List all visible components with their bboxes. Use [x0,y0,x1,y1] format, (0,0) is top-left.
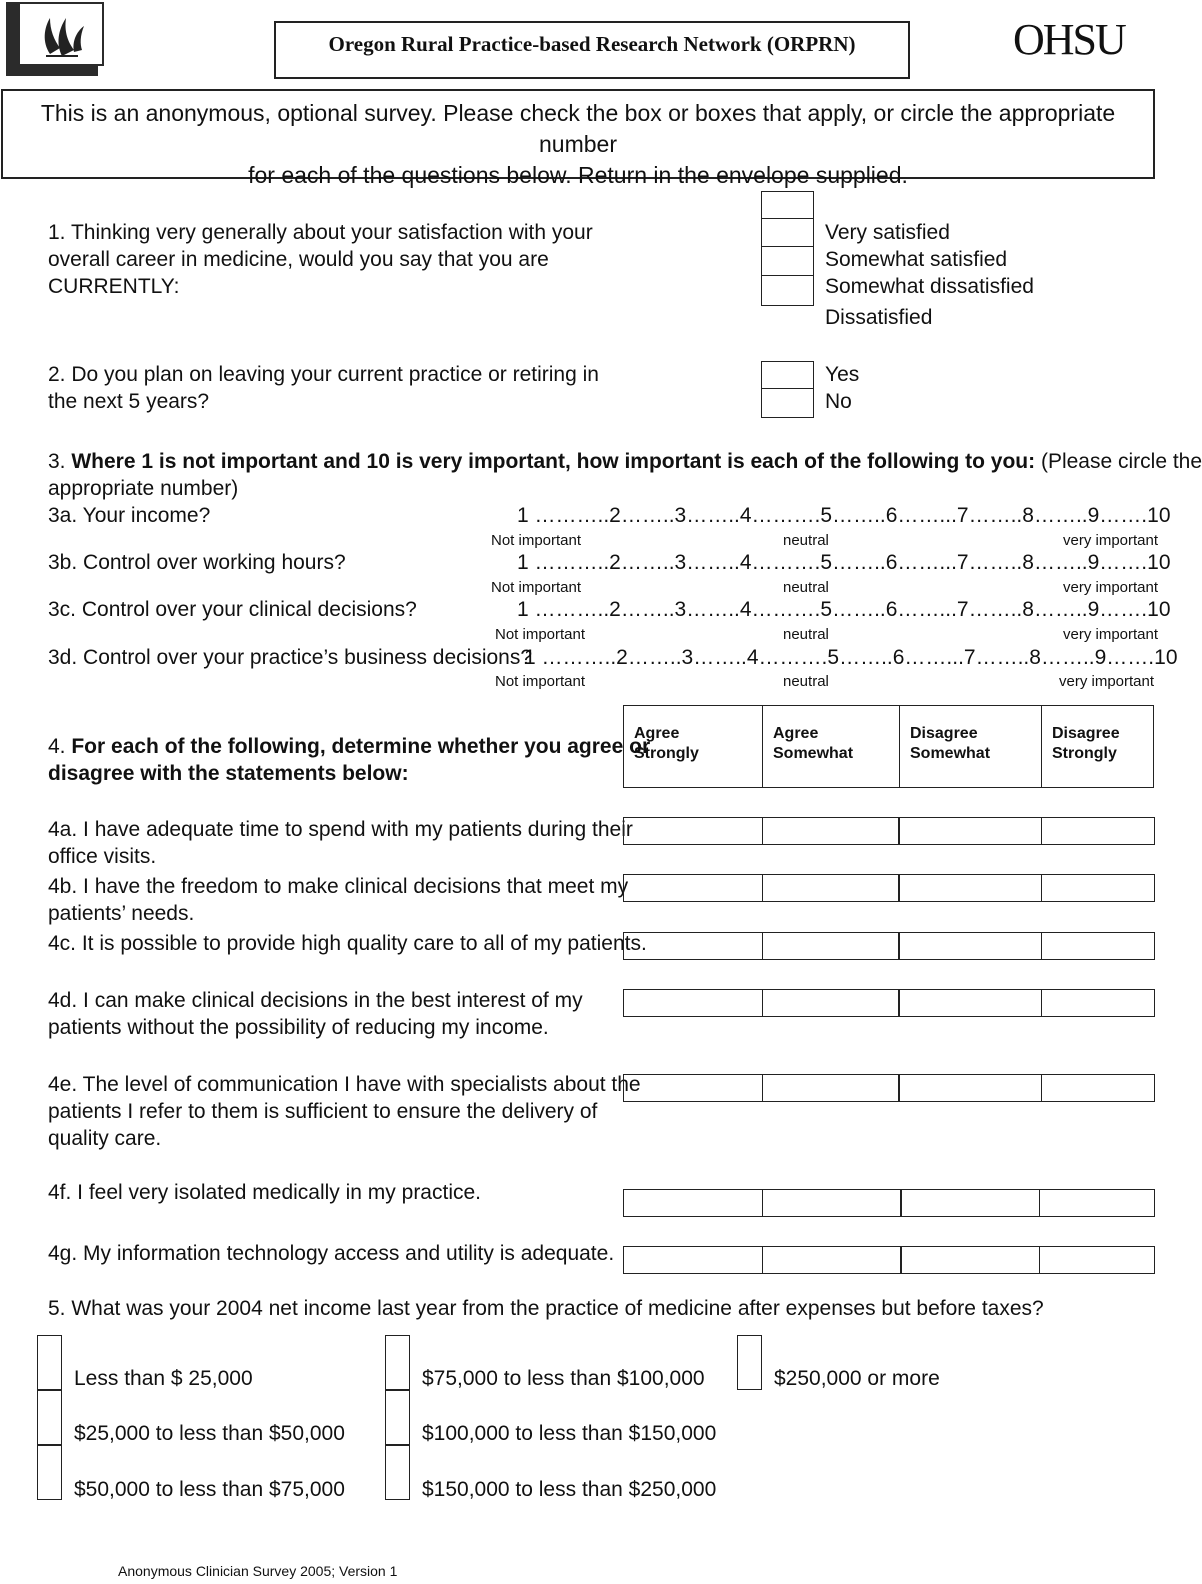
q4-scale-header [623,705,1154,788]
statement-line: 4f. I feel very isolated medically in my practice. [48,1181,482,1204]
column-header-line: Strongly [1052,745,1117,762]
q1-text [48,219,593,300]
q3c-scale[interactable]: 1 ………..2……..3……..4……….5……..6……...7……..8……..9…….10 [517,598,1171,621]
statement-line: 4g. My information technology access and utility is adequate. [48,1242,615,1265]
q2-text [48,361,599,415]
anchor-low: Not important [495,626,586,643]
anchor-mid: neutral [783,532,829,549]
anchor-mid: neutral [783,626,829,643]
q4e-agree-somewhat-cell[interactable] [762,1074,900,1102]
q1-option-label: Dissatisfied [825,306,933,329]
anchor-high: very important [1063,532,1159,549]
q5-option-label: $25,000 to less than $50,000 [74,1422,345,1445]
intro-box [1,89,1155,188]
q4b-agree-somewhat-cell[interactable] [762,874,900,902]
q4a-response-row [623,817,1155,845]
q4a-agree-strongly-cell[interactable] [623,817,763,845]
q5-checkbox-100000-150000[interactable] [385,1390,410,1445]
anchor-high: very important [1059,673,1155,690]
q3-prefix: 3. [48,450,72,473]
q4c-response-row [623,932,1155,960]
q5-checkbox-50000-75000[interactable] [37,1445,62,1500]
q4e-agree-strongly-cell[interactable] [623,1074,763,1102]
q3a-label: 3a. Your income? [48,504,211,527]
statement-line: office visits. [48,845,157,868]
q4c-disagree-strongly-cell[interactable] [1041,932,1155,960]
q4g-disagree-strongly-cell[interactable] [1039,1246,1155,1274]
statement-line: 4a. I have adequate time to spend with my patients during their [48,818,633,841]
statement-line: 4c. It is possible to provide high quality care to all of my patients. [48,932,647,955]
anchor-high: very important [1063,626,1159,643]
q5-checkbox-150000-250000[interactable] [385,1445,410,1500]
q3b-label: 3b. Control over working hours? [48,551,346,574]
intro-line-2: for each of the questions below. Return in the envelope supplied. [248,162,908,188]
q1-checkbox-somewhat-dissatisfied[interactable] [761,246,814,276]
q1-line: overall career in medicine, would you say that you are [48,248,549,271]
q5-checkbox-75000-100000[interactable] [385,1335,410,1390]
ohsu-logo: OHSU [1013,15,1125,64]
column-header-agree-strongly [624,706,763,788]
column-header-disagree-strongly [1042,706,1154,788]
q5-text: 5. What was your 2004 net income last year from the practice of medicine after expenses but before taxes? [48,1297,1044,1320]
q5-checkbox-25000-50000[interactable] [37,1390,62,1445]
q1-option-label: Somewhat satisfied [825,248,1008,271]
q2-checkbox-no[interactable] [761,388,814,418]
q3-rest-text: (Please circle the [1035,450,1202,473]
q4c-disagree-somewhat-cell[interactable] [898,932,1042,960]
q4e-statement [48,1071,641,1152]
q1-checkbox-somewhat-satisfied[interactable] [761,218,814,247]
q2-checkbox-yes[interactable] [761,361,814,389]
anchor-mid: neutral [783,579,829,596]
q4b-disagree-strongly-cell[interactable] [1041,874,1155,902]
q5-option-label: $250,000 or more [774,1367,940,1390]
q4a-disagree-somewhat-cell[interactable] [898,817,1042,845]
column-header-line: Agree [634,725,680,742]
q3d-scale[interactable]: 1 ………..2……..3……..4……….5……..6……...7……..8……..9…….10 [524,646,1178,669]
q4b-disagree-somewhat-cell[interactable] [898,874,1042,902]
q4a-statement [48,816,633,870]
q4d-agree-somewhat-cell[interactable] [762,989,900,1017]
q4a-agree-somewhat-cell[interactable] [762,817,900,845]
q4a-disagree-strongly-cell[interactable] [1041,817,1155,845]
q3b-scale[interactable]: 1 ………..2……..3……..4……….5……..6……...7……..8……..9…….10 [517,551,1171,574]
q4e-disagree-somewhat-cell[interactable] [898,1074,1042,1102]
statement-line: patients’ needs. [48,902,195,925]
q4g-disagree-somewhat-cell[interactable] [900,1246,1040,1274]
q5-option-label: $150,000 to less than $250,000 [422,1478,717,1501]
q2-line: 2. Do you plan on leaving your current practice or retiring in [48,363,599,386]
anchor-high: very important [1063,579,1159,596]
q4e-disagree-strongly-cell[interactable] [1041,1074,1155,1102]
q4c-agree-somewhat-cell[interactable] [762,932,900,960]
column-header-line: Somewhat [910,745,991,762]
q4f-disagree-strongly-cell[interactable] [1039,1189,1155,1217]
q4d-response-row [623,989,1155,1017]
q2-option-label: No [825,390,852,413]
q1-checkbox-dissatisfied[interactable] [761,275,814,306]
statement-line: 4e. The level of communication I have with specialists about the [48,1073,641,1096]
q4d-agree-strongly-cell[interactable] [623,989,763,1017]
q4f-agree-somewhat-cell[interactable] [762,1189,902,1217]
statement-line: 4d. I can make clinical decisions in the best interest of my [48,989,583,1012]
q4d-disagree-somewhat-cell[interactable] [898,989,1042,1017]
q3-heading [48,448,1202,502]
q4d-disagree-strongly-cell[interactable] [1041,989,1155,1017]
q4d-statement [48,987,583,1041]
q4-heading [48,733,650,787]
q4f-disagree-somewhat-cell[interactable] [900,1189,1040,1217]
q4g-agree-strongly-cell[interactable] [623,1246,763,1274]
q4b-response-row [623,874,1155,902]
q3d-label: 3d. Control over your practice’s business decisions? [48,646,533,669]
q4b-statement [48,873,628,927]
intro-line-1: This is an anonymous, optional survey. Please check the box or boxes that apply, or circle the appropriate number [40,100,1116,157]
q4e-response-row [623,1074,1155,1102]
q3-bold-text: Where 1 is not important and 10 is very important, how important is each of the following to you: [71,450,1036,473]
column-header-line: Strongly [634,745,699,762]
q4c-statement [48,930,647,957]
statement-line: 4b. I have the freedom to make clinical decisions that meet my [48,875,629,898]
q4f-statement [48,1179,481,1206]
q5-option-label: $100,000 to less than $150,000 [422,1422,717,1445]
q5-option-label: Less than $ 25,000 [74,1367,253,1390]
q4-bold-line-1: For each of the following, determine whether you agree or [71,735,651,758]
q4-prefix: 4. [48,735,72,758]
column-header-line: Disagree [1052,725,1120,742]
q3a-scale[interactable]: 1 ………..2……..3……..4……….5……..6……...7……..8……..9…….10 [517,504,1171,527]
statement-line: quality care. [48,1127,162,1150]
column-header-line: Somewhat [773,745,854,762]
column-header-disagree-somewhat [900,706,1042,788]
q5-option-label: $75,000 to less than $100,000 [422,1367,705,1390]
anchor-low: Not important [491,532,582,549]
q4-bold-line-2: disagree with the statements below: [48,762,409,785]
statement-line: patients I refer to them is sufficient to ensure the delivery of [48,1100,598,1123]
q5-checkbox-less-than-25000[interactable] [37,1335,62,1390]
q5-checkbox-250000-or-more[interactable] [737,1335,762,1390]
q4f-response-row [623,1189,1155,1217]
q1-line: 1. Thinking very generally about your satisfaction with your [48,221,593,244]
column-header-agree-somewhat [763,706,900,788]
q4b-agree-strongly-cell[interactable] [623,874,763,902]
q4f-agree-strongly-cell[interactable] [623,1189,763,1217]
statement-line: patients without the possibility of reducing my income. [48,1016,549,1039]
q3-line-2: appropriate number) [48,477,239,500]
q3c-label: 3c. Control over your clinical decisions? [48,598,417,621]
q1-checkbox-very-satisfied[interactable] [761,191,814,219]
q4g-response-row [623,1246,1155,1274]
q1-line: CURRENTLY: [48,275,180,298]
q1-option-label: Very satisfied [825,221,950,244]
q4c-agree-strongly-cell[interactable] [623,932,763,960]
q2-line: the next 5 years? [48,390,210,413]
q2-option-label: Yes [825,363,860,386]
q4g-agree-somewhat-cell[interactable] [762,1246,902,1274]
q1-option-label: Somewhat dissatisfied [825,275,1034,298]
q4g-statement [48,1240,614,1267]
anchor-low: Not important [495,673,586,690]
footer-version: Anonymous Clinician Survey 2005; Version 1 [118,1563,398,1579]
column-header-line: Disagree [910,725,978,742]
column-header-line: Agree [773,725,819,742]
org-title: Oregon Rural Practice-based Research Network (ORPRN) [274,21,910,79]
flame-icon [18,2,104,66]
orprn-logo [6,2,98,76]
q5-option-label: $50,000 to less than $75,000 [74,1478,345,1501]
anchor-mid: neutral [783,673,829,690]
anchor-low: Not important [491,579,582,596]
